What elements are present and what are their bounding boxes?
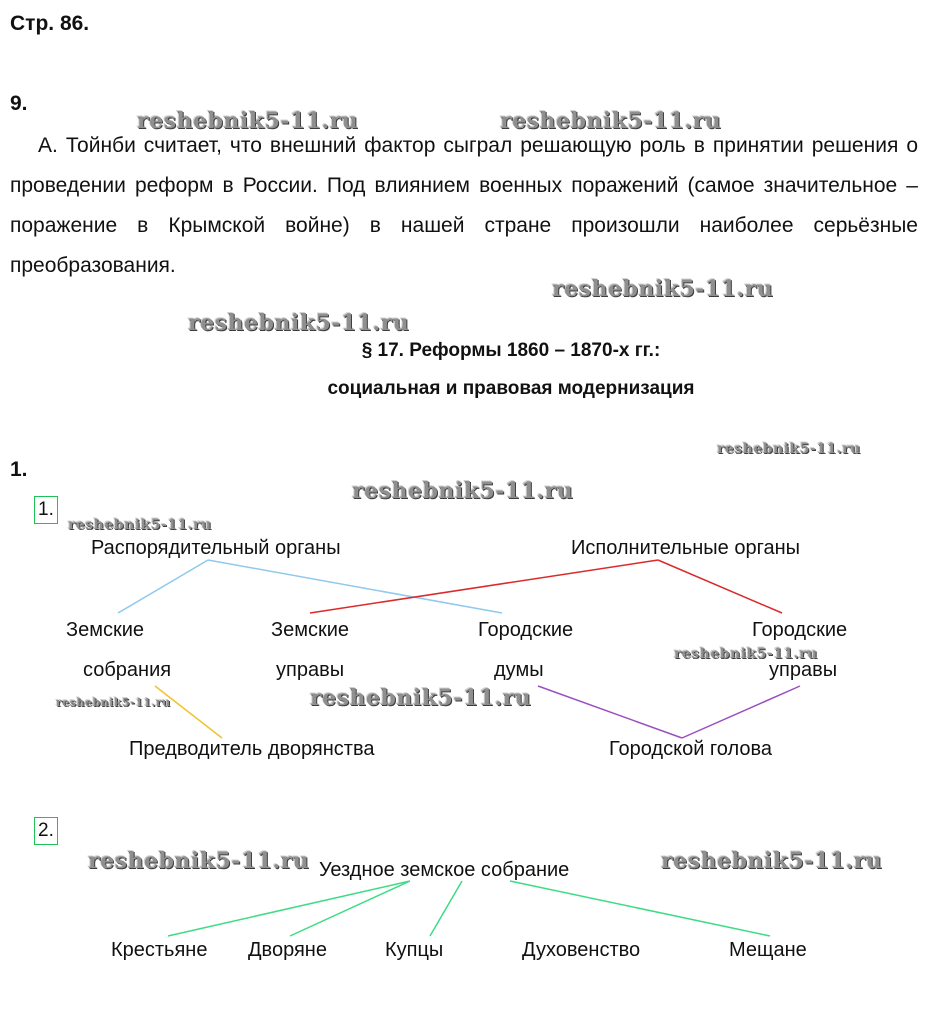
- watermark-logo: reshebnik5-11.ru: [352, 478, 574, 504]
- estate-clergy: Духовенство: [522, 939, 641, 961]
- watermark-logo: reshebnik5-11.ru: [88, 848, 310, 874]
- city-dumas-line1: Городские: [478, 619, 574, 641]
- line-assembly-merchants: [430, 881, 462, 936]
- line-boards-mayor: [682, 686, 800, 738]
- zemstvo-boards-line2: управы: [276, 659, 345, 681]
- line-assembly-mesch: [510, 881, 770, 936]
- watermark-logo: reshebnik5-11.ru: [661, 848, 883, 874]
- city-dumas-line2: думы: [494, 659, 544, 681]
- zemstvo-assembly-line2: собрания: [83, 659, 172, 681]
- watermark-logo: reshebnik5-11.ru: [68, 517, 212, 533]
- estate-townspeople: Мещане: [729, 939, 807, 961]
- section-subtitle: социальная и правовая модернизация: [327, 378, 695, 399]
- watermark-logo: reshebnik5-11.ru: [137, 108, 359, 134]
- line-admin-city-dumas: [208, 560, 502, 613]
- city-boards-line2: управы: [769, 659, 838, 681]
- watermark-logo: reshebnik5-11.ru: [310, 685, 532, 711]
- watermark-logo: reshebnik5-11.ru: [188, 310, 410, 336]
- line-exec-zemstvo-boards: [310, 560, 658, 613]
- estate-nobles: Дворяне: [248, 939, 327, 961]
- exec-organs-label: Исполнительные органы: [571, 537, 801, 559]
- watermark-logo: reshebnik5-11.ru: [500, 108, 722, 134]
- zemstvo-boards-line1: Земские: [271, 619, 349, 641]
- line-assembly-nobles: [290, 881, 410, 936]
- line-dumas-mayor: [538, 686, 682, 738]
- page-number: Стр. 86.: [10, 12, 90, 35]
- watermark-logo: reshebnik5-11.ru: [56, 696, 171, 709]
- city-boards-line1: Городские: [752, 619, 848, 641]
- estate-merchants: Купцы: [385, 939, 444, 961]
- line-admin-zemstvo-assembly: [118, 560, 208, 613]
- line-assembly-peasants: [168, 881, 410, 936]
- task-1-number: 1.: [10, 458, 28, 481]
- part-1-label: 1.: [34, 496, 58, 524]
- watermark-logo: reshebnik5-11.ru: [717, 441, 861, 457]
- task-9-number: 9.: [10, 92, 28, 115]
- estate-peasants: Крестьяне: [111, 939, 208, 961]
- task-9-text: А. Тойнби считает, что внешний фактор сыграл решающую роль в принятии решения о проведении реформ в России. Под влиянием военных поражений (самое значительное – поражение в Крымской войне) в нашей стране произошли наиболее серьёзные преобразования.: [10, 134, 918, 277]
- line-assembly-marshal: [155, 686, 222, 738]
- part-2-label: 2.: [34, 817, 58, 845]
- line-exec-city-boards: [658, 560, 782, 613]
- admin-organs-label: Распорядительный органы: [91, 537, 341, 559]
- section-title: § 17. Реформы 1860 – 1870-х гг.:: [361, 340, 661, 361]
- zemstvo-assembly-line1: Земские: [66, 619, 144, 641]
- marshal-label: Предводитель дворянства: [129, 738, 375, 760]
- district-assembly-label: Уездное земское собрание: [319, 859, 570, 881]
- watermark-logo: reshebnik5-11.ru: [552, 276, 774, 302]
- watermark-logo: reshebnik5-11.ru: [674, 646, 818, 662]
- mayor-label: Городской голова: [609, 738, 772, 760]
